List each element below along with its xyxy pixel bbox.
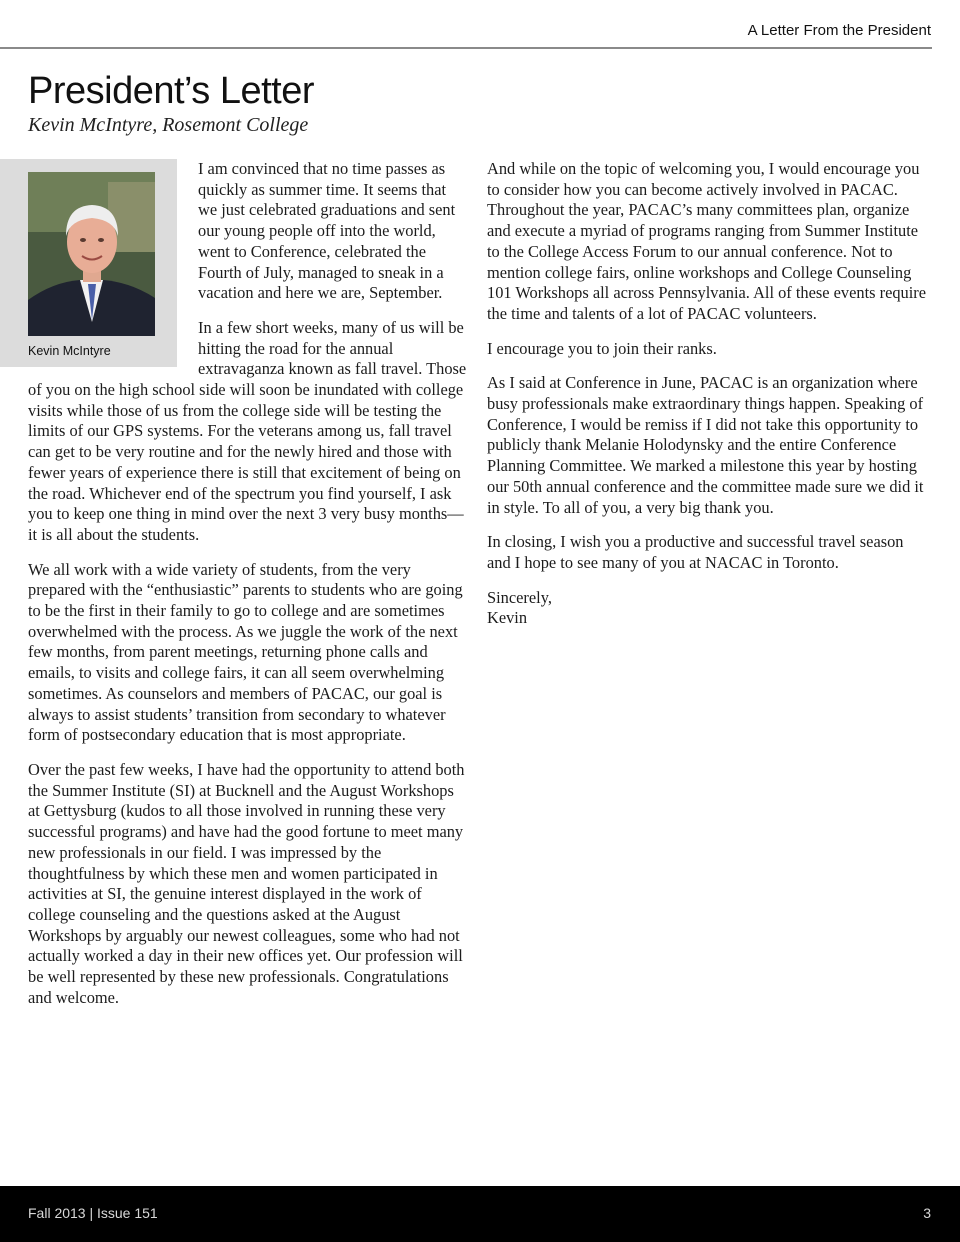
page-title: President’s Letter (28, 70, 315, 112)
author-photo (28, 172, 155, 336)
closing: Sincerely, (487, 587, 552, 607)
portrait-image (28, 172, 155, 336)
running-head: A Letter From the President (747, 22, 931, 39)
paragraph: In a few short weeks, many of us will be hitting the road for the annual extravaganza known as fall travel. Those of you on the high school side will soon be inundated with college visits while those of us from the college side will be testing the limits of our GPS systems. For the veterans among us, fall travel can get to be very routine and for the newly hired and those with fewer years of experience there is still that excitement of being on the road. Whichever end of the spectrum you find yourself, I ask you to keep one thing in mind over the next 3 very busy months—it is all about the students. (28, 317, 467, 544)
right-column (487, 159, 927, 643)
signature: Kevin (487, 608, 528, 628)
issue-label: Fall 2013 | Issue 151 (28, 1205, 158, 1221)
paragraph: Over the past few weeks, I have had the opportunity to attend both the Summer Institute (SI) at Bucknell and the August Workshops at Gettysburg (kudos to all those involved in running these very successful programs) and have had the good fortune to meet many new professionals in our field. I was impressed by the thoughtfulness by which these men and women participated in activities at SI, the genuine interest displayed in the work of college counseling and the questions asked at the August Workshops by arguably our newest colleagues, some who had not actually worked a day in their new offices yet. Our profession will be well represented by these new professionals. Congratulations and welcome. (28, 759, 465, 1007)
paragraph: I encourage you to join their ranks. (487, 338, 717, 358)
photo-caption: Kevin McIntyre (28, 344, 111, 358)
paragraph: We all work with a wide variety of students, from the very prepared with the “enthusiastic” parents to students who are going to be the first in their family to go to college and are sometimes overwhelmed with the process. As we juggle the work of the next few months, from parent meetings, returning phone calls and emails, to visits and college fairs, it can all seem overwhelming sometimes. As counselors and members of PACAC, our goal is always to assist students’ transition from secondary to whatever form of postsecondary education that is most appropriate. (28, 559, 463, 745)
footer-bar (0, 1186, 960, 1242)
paragraph: As I said at Conference in June, PACAC is an organization where busy professionals make extraordinary things happen. Speaking of Conference, I would be remiss if I did not take this opportunity to publicly thank Melanie Holodynsky and the entire Conference Planning Committee. We marked a milestone this year by hosting our 50th annual conference and the committee made sure we did it in style. To all of you, a very big thank you. (487, 373, 924, 517)
photo-figure (0, 159, 177, 367)
byline: Kevin McIntyre, Rosemont College (28, 114, 309, 136)
paragraph: In closing, I wish you a productive and successful travel season and I hope to see many of you at NACAC in Toronto. (487, 532, 904, 572)
header-rule (0, 47, 932, 49)
signoff (487, 588, 927, 629)
paragraph: And while on the topic of welcoming you, I would encourage you to consider how you can become actively involved in PACAC. Throughout the year, PACAC’s many committees plan, organize and execute a myriad of programs ranging from Summer Institute to the College Access Forum to our annual conference. Not to mention college fairs, online workshops and College Counseling 101 Workshops all across Pennsylvania. All of these events require the time and talents of a lot of PACAC volunteers. (487, 159, 927, 323)
page-number: 3 (923, 1205, 931, 1221)
left-column (28, 159, 468, 1022)
paragraph: I am convinced that no time passes as quickly as summer time. It seems that we just celebrated graduations and sent our young people off into the world, went to Conference, celebrated the Fourth of July, managed to sneak in a vacation and here we are, September. (198, 159, 456, 303)
